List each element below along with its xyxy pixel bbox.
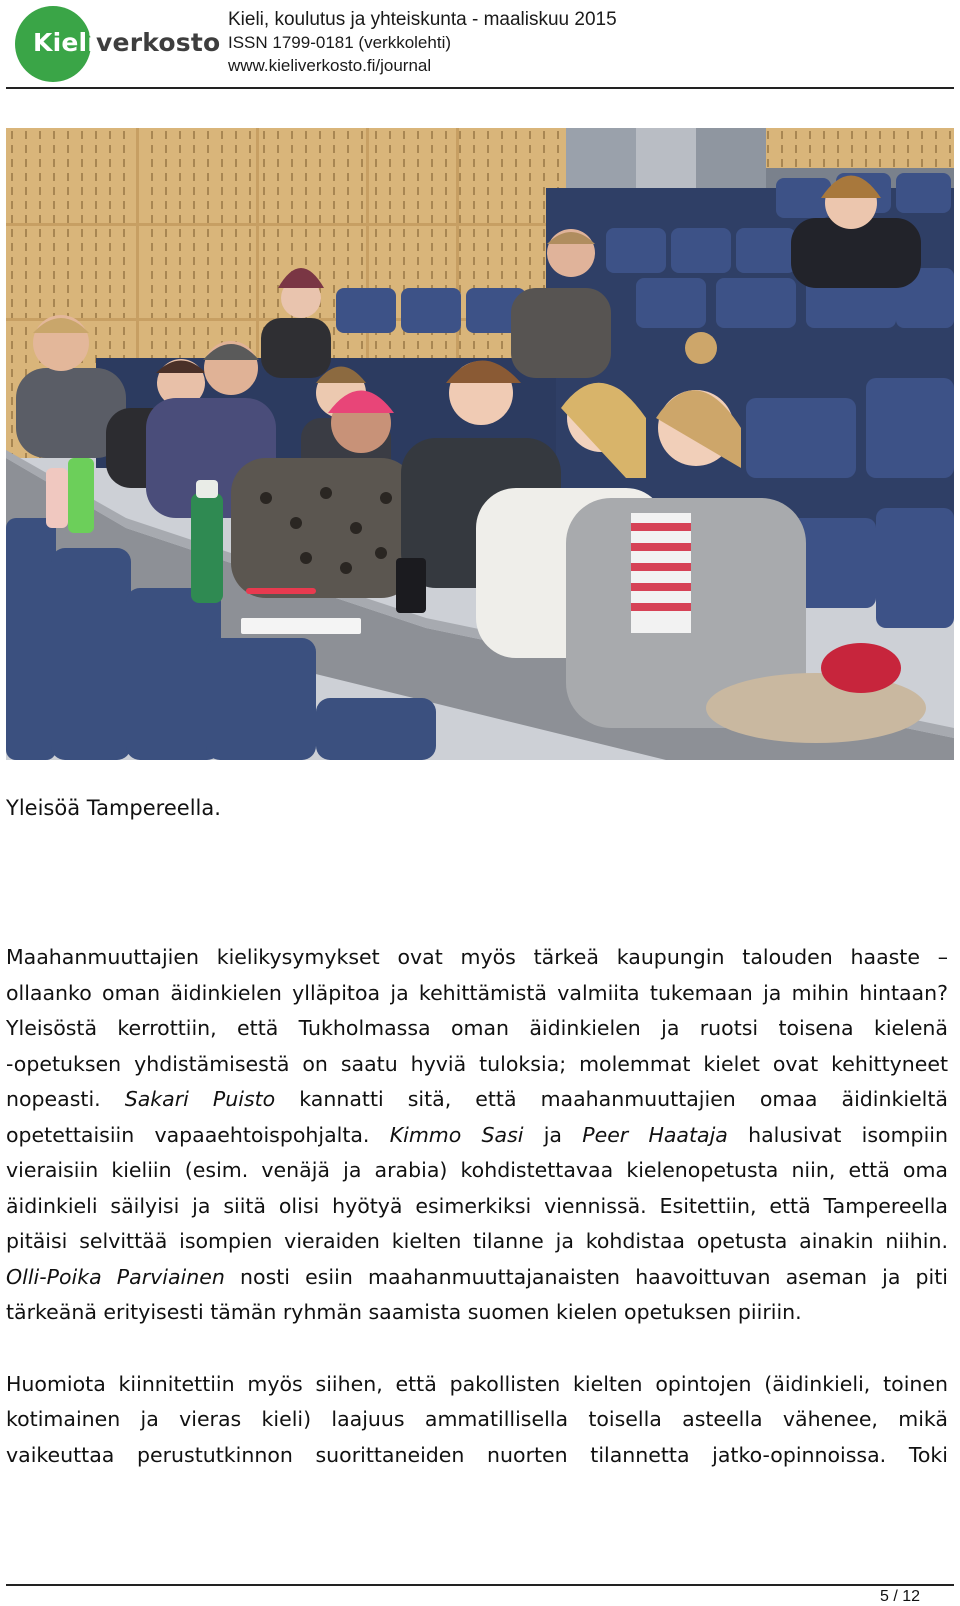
text-line: Maahanmuuttajien kielikysymykset ovat myös tärkeä kaupungin talouden haaste – — [6, 945, 948, 969]
text-line: pitäisi selvittää isompien vieraiden kielten tilanne ja kohdistaa opetusta ainakin niihin. — [6, 1229, 948, 1253]
footer-divider — [6, 1584, 954, 1586]
text-line: vieraisiin kieliin (esim. venäjä ja arabia) kohdistettavaa kielenopetusta niin, että oma — [6, 1158, 948, 1182]
text-line: Olli-Poika Parviainen nosti esiin maahanmuuttajanaisten haavoittuvan aseman ja piti — [6, 1264, 948, 1289]
paragraph-2 — [6, 1367, 948, 1474]
paragraph-1 — [6, 940, 948, 1331]
journal-title: Kieli, koulutus ja yhteiskunta - maaliskuu 2015 — [228, 9, 617, 30]
text-line: Huomiota kiinnitettiin myös siihen, että pakollisten kielten opintojen (äidinkieli, toinen — [6, 1371, 948, 1396]
text-line: -opetuksen yhdistämisestä on saatu hyviä tuloksia; molemmat kielet ovat kehittyneet — [6, 1051, 948, 1076]
text-line: vaikeuttaa perustutkinnon suorittaneiden nuorten tilannetta jatko-opinnoissa. Toki — [6, 1442, 948, 1467]
person-name: Kimmo Sasi — [389, 1122, 524, 1147]
photo-caption: Yleisöä Tampereella. — [6, 796, 221, 820]
journal-url[interactable]: www.kieliverkosto.fi/journal — [228, 56, 432, 75]
audience-photo — [6, 128, 954, 760]
person-name: Peer Haataja — [582, 1122, 728, 1147]
page-header — [0, 0, 960, 90]
photo-image — [6, 128, 954, 760]
journal-issn: ISSN 1799-0181 (verkkolehti) — [228, 33, 452, 52]
page-number: 5 / 12 — [879, 1588, 920, 1605]
journal-info — [228, 8, 617, 77]
text-line: tärkeänä erityisesti tämän ryhmän saamista suomen kielen opetuksen piiriin. — [6, 1300, 802, 1324]
text-line: kotimainen ja vieras kieli) laajuus ammatillisella toisella asteella vähenee, mikä — [6, 1407, 948, 1431]
text-line: Yleisöstä kerrottiin, että Tukholmassa oman äidinkielen ja ruotsi toisena kielenä — [6, 1016, 948, 1040]
person-name: Sakari Puisto — [124, 1087, 276, 1111]
text-line: opetettaisiin vapaaehtoispohjalta. Kimmo Sasi ja Peer Haataja halusivat isompiin — [6, 1122, 948, 1147]
logo-text: Kieliverkosto — [33, 28, 221, 57]
header-divider — [6, 87, 954, 89]
paragraph-gap — [6, 1331, 948, 1367]
person-name: Olli-Poika Parviainen — [6, 1264, 225, 1289]
text-line: nopeasti. Sakari Puisto kannatti sitä, että maahanmuuttajien omaa äidinkieltä — [6, 1087, 948, 1111]
kieliverkosto-logo[interactable] — [15, 6, 225, 82]
article-body — [6, 940, 948, 1473]
text-line: ollaanko oman äidinkielen ylläpitoa ja kehittämistä valmiita tukemaan ja mihin hintaan? — [6, 980, 948, 1005]
text-line: äidinkieli säilyisi ja siitä olisi hyötyä esimerkiksi viennissä. Esitettiin, että Tampereella — [6, 1193, 948, 1218]
